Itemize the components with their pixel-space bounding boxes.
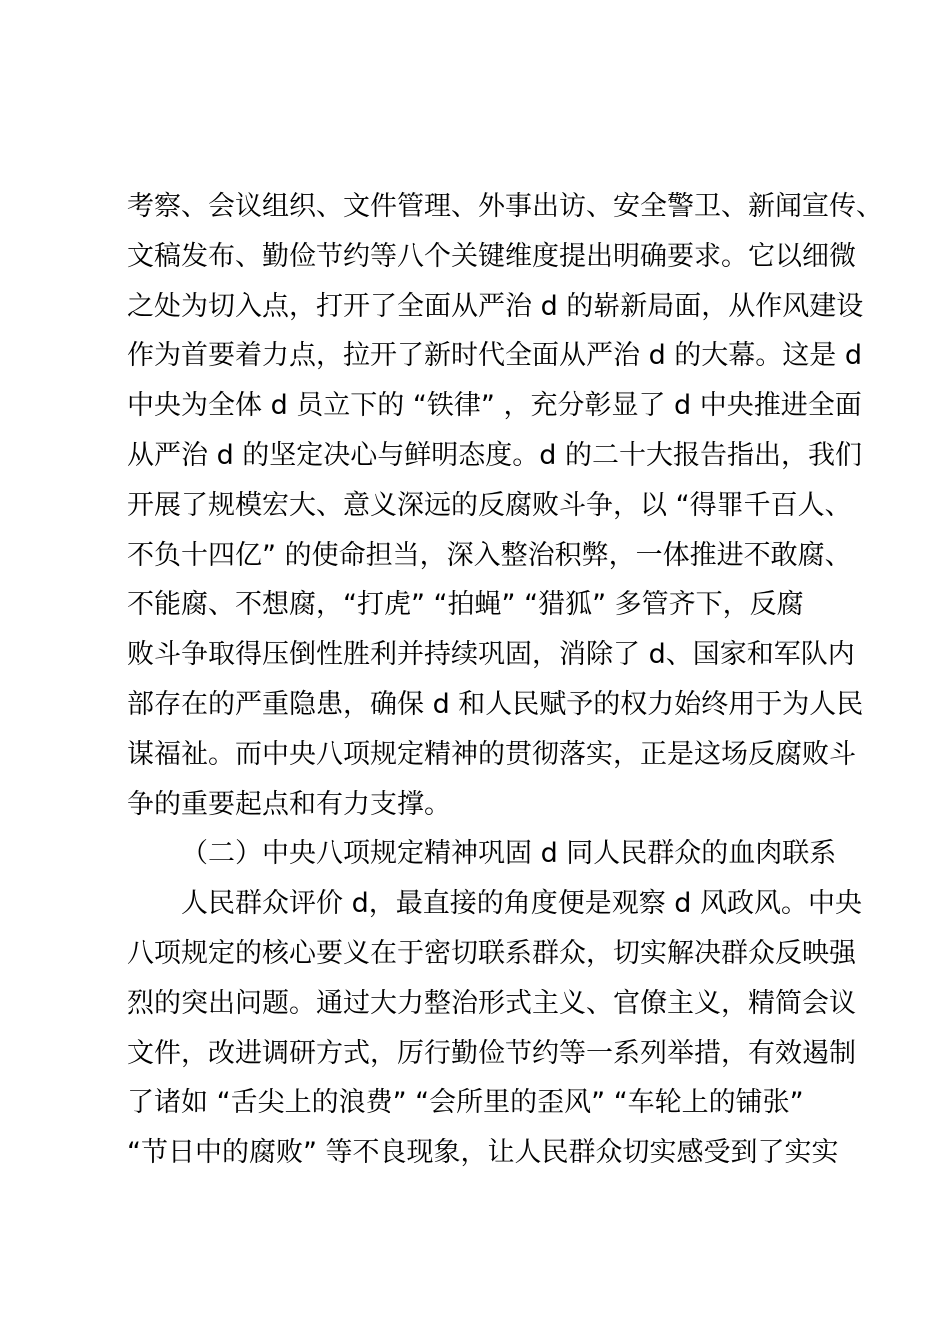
text-line: 开展了规模宏大、意义深远的反腐败斗争，以 “得罪千百人、 (127, 489, 852, 521)
text-line: 败斗争取得压倒性胜利并持续巩固，消除了 d、国家和军队内 (127, 639, 855, 671)
text-line: “节日中的腐败” 等不良现象，让人民群众切实感受到了实实 (127, 1137, 839, 1169)
text-line: 之处为切入点，打开了全面从严治 d 的崭新局面，从作风建设 (127, 290, 864, 322)
text-line: 谋福祉。而中央八项规定精神的贯彻落实，正是这场反腐败斗 (127, 738, 856, 770)
text-line: 不能腐、不想腐，“打虎” “拍蝇” “猎狐” 多管齐下，反腐 (127, 589, 804, 621)
text-line: 烈的突出问题。通过大力整治形式主义、官僚主义，精简会议 (127, 987, 856, 1019)
text-line: 作为首要着力点，拉开了新时代全面从严治 d 的大幕。这是 d (127, 340, 863, 372)
text-line: 八项规定的核心要义在于密切联系群众，切实解决群众反映强 (127, 937, 856, 969)
section-heading: （二）中央八项规定精神巩固 d 同人民群众的血肉联系 (181, 838, 837, 870)
text-line: 不负十四亿” 的使命担当，深入整治积弊，一体推进不敢腐、 (127, 539, 852, 571)
text-line: 部存在的严重隐患，确保 d 和人民赋予的权力始终用于为人民 (127, 688, 864, 720)
text-line: 考察、会议组织、文件管理、外事出访、安全警卫、新闻宣传、 (127, 191, 883, 222)
text-line: 从严治 d 的坚定决心与鲜明态度。d 的二十大报告指出，我们 (127, 439, 863, 471)
text-line: 中央为全体 d 员立下的 “铁律” ，充分彰显了 d 中央推进全面 (127, 390, 862, 422)
text-line: 人民群众评价 d，最直接的角度便是观察 d 风政风。中央 (181, 888, 863, 920)
body-text (127, 182, 883, 1178)
text-line: 文稿发布、勤俭节约等八个关键维度提出明确要求。它以细微 (127, 240, 856, 272)
text-line: 文件，改进调研方式，厉行勤俭节约等一系列举措，有效遏制 (127, 1037, 856, 1069)
text-line: 争的重要起点和有力支撑。 (127, 788, 451, 820)
text-line: 了诸如 “舌尖上的浪费” “会所里的歪风” “车轮上的铺张” (127, 1087, 804, 1119)
